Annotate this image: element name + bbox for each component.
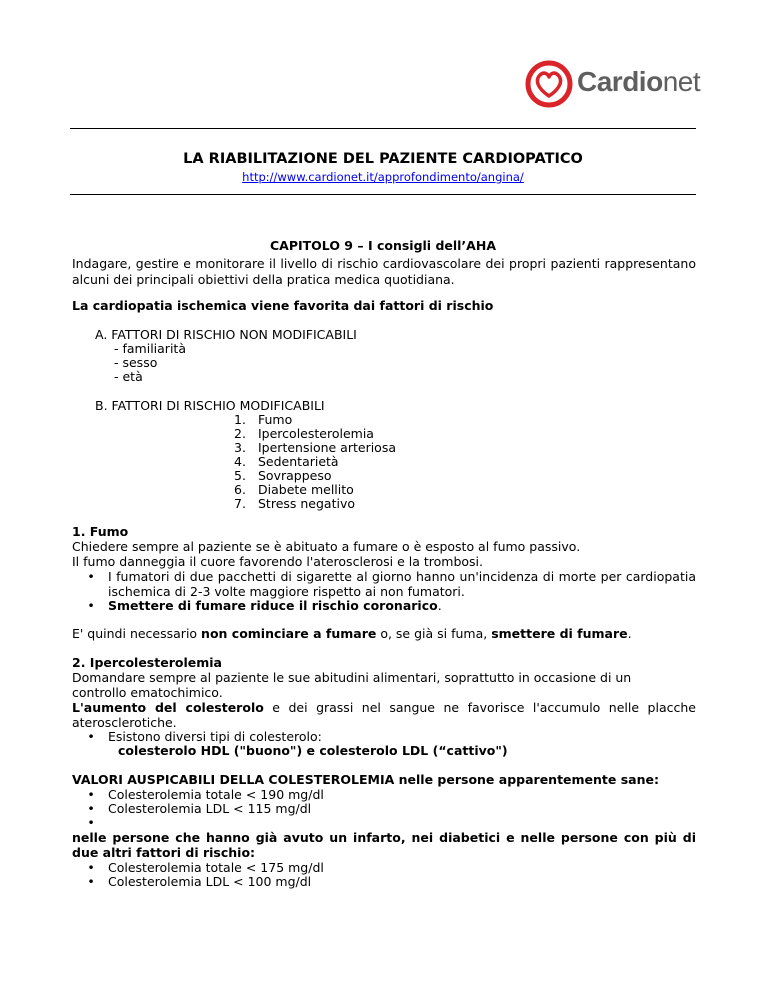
list-item: Ipercolesterolemia xyxy=(258,426,374,441)
ipercol-bullet: Esistono diversi tipi di colesterolo: xyxy=(108,729,322,744)
valori-item: Colesterolemia totale < 190 mg/dl xyxy=(108,787,324,802)
section-b-label: B. FATTORI DI RISCHIO MODIFICABILI xyxy=(95,398,325,413)
list-number: 7. xyxy=(234,496,246,511)
bullet-icon: • xyxy=(87,598,95,613)
bullet-icon: • xyxy=(87,787,95,802)
fumo-conclusion: E' quindi necessario non cominciare a fumare o, se già si fuma, smettere di fumare. xyxy=(72,626,632,641)
list-item: - età xyxy=(114,369,143,384)
valori-heading: VALORI AUSPICABILI DELLA COLESTEROLEMIA nelle persone apparentemente sane: xyxy=(72,772,659,787)
logo-wordmark: Cardionet xyxy=(577,66,701,97)
top-divider xyxy=(70,128,696,129)
risk-factors-heading: La cardiopatia ischemica viene favorita dai fattori di rischio xyxy=(72,298,494,313)
list-number: 6. xyxy=(234,482,246,497)
header-divider xyxy=(70,194,696,195)
list-item: Diabete mellito xyxy=(258,482,354,497)
list-item: Stress negativo xyxy=(258,496,356,511)
source-link[interactable]: http://www.cardionet.it/approfondimento/angina/ xyxy=(242,170,524,184)
fumo-text-line: Chiedere sempre al paziente se è abituato a fumare o è esposto al fumo passivo. xyxy=(72,539,581,554)
chapter-heading: CAPITOLO 9 – I consigli dell’AHA xyxy=(269,238,496,253)
ipercol-heading: 2. Ipercolesterolemia xyxy=(72,655,222,670)
page-title: LA RIABILITAZIONE DEL PAZIENTE CARDIOPATICO xyxy=(183,151,583,167)
bullet-icon: • xyxy=(87,874,95,889)
cardionet-logo xyxy=(525,58,710,110)
bullet-icon: • xyxy=(87,860,95,875)
list-item: - familiarità xyxy=(114,341,186,356)
intro-paragraph: Indagare, gestire e monitorare il livello di rischio cardiovascolare dei propri pazienti rappresentano alcuni dei principali obiettivi della pratica medica quotidiana. xyxy=(72,256,696,287)
list-item: Sedentarietà xyxy=(258,454,339,469)
bullet-icon: • xyxy=(87,729,95,744)
list-item: - sesso xyxy=(114,355,158,370)
list-number: 3. xyxy=(234,440,246,455)
ipercol-subline: colesterolo HDL ("buono") e colesterolo LDL (“cattivo") xyxy=(118,743,508,758)
ipercol-paragraph: Domandare sempre al paziente le sue abitudini alimentari, soprattutto in occasione di un controllo ematochimico. xyxy=(72,670,632,700)
list-number: 4. xyxy=(234,454,246,469)
fumo-bullet: Smettere di fumare riduce il rischio coronarico. xyxy=(108,598,442,613)
list-number: 1. xyxy=(234,412,246,427)
valori-item: Colesterolemia LDL < 100 mg/dl xyxy=(108,874,312,889)
bullet-icon: • xyxy=(87,801,95,816)
valori-item: Colesterolemia totale < 175 mg/dl xyxy=(108,860,324,875)
list-number: 5. xyxy=(234,468,246,483)
list-item: Fumo xyxy=(258,412,293,427)
section-a-label: A. FATTORI DI RISCHIO NON MODIFICABILI xyxy=(95,327,357,342)
ipercol-paragraph: L'aumento del colesterolo e dei grassi nel sangue ne favorisce l'accumulo nelle placche aterosclerotiche. xyxy=(72,700,696,730)
fumo-text-line: Il fumo danneggia il cuore favorendo l'aterosclerosi e la trombosi. xyxy=(72,554,483,569)
bullet-icon: • xyxy=(87,815,95,830)
fumo-heading: 1. Fumo xyxy=(72,524,129,539)
heart-logo-icon xyxy=(525,60,573,108)
list-item: Sovrappeso xyxy=(258,468,332,483)
valori-heading-2: nelle persone che hanno già avuto un infarto, nei diabetici e nelle persone con più di due altri fattori di rischio: xyxy=(72,830,696,860)
list-item: Ipertensione arteriosa xyxy=(258,440,397,455)
fumo-bullet: I fumatori di due pacchetti di sigarette al giorno hanno un'incidenza di morte per cardiopatia ischemica di 2-3 volte maggiore rispetto ai non fumatori. xyxy=(108,569,696,599)
list-number: 2. xyxy=(234,426,246,441)
bullet-icon: • xyxy=(87,569,95,584)
valori-item: Colesterolemia LDL < 115 mg/dl xyxy=(108,801,312,816)
